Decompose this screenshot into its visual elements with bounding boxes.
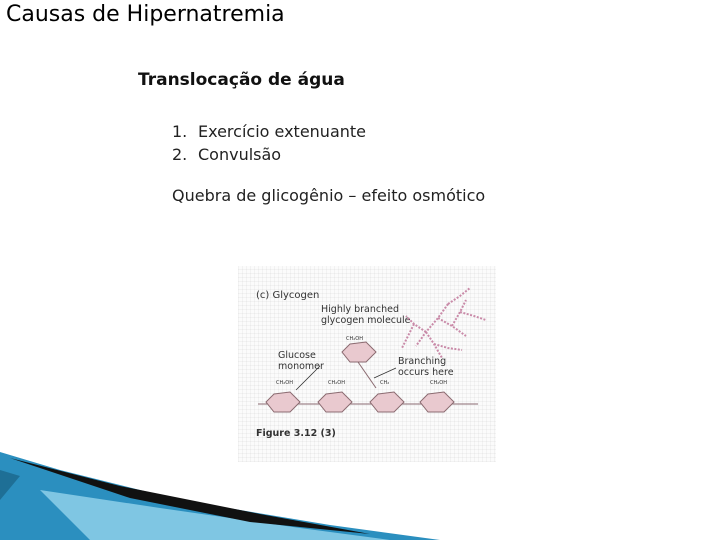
figure-label-glucose-2: monomer — [278, 361, 324, 372]
group-label: CH₂ — [380, 380, 390, 386]
note-text: Quebra de glicogênio – efeito osmótico — [172, 186, 486, 205]
slide-subtitle: Translocação de água — [138, 70, 345, 90]
figure-label-branching-2: occurs here — [398, 367, 454, 378]
group-label: CH₂OH — [276, 380, 293, 386]
figure-caption: Figure 3.12 (3) — [256, 428, 336, 439]
list-text: Exercício extenuante — [198, 122, 367, 141]
list-number: 2. — [172, 145, 188, 164]
group-label: CH₂OH — [346, 336, 363, 342]
figure-label-branched-1: Highly branched — [321, 304, 400, 315]
list-number: 1. — [172, 122, 188, 141]
figure-label-branched-2: glycogen molecule — [321, 315, 411, 326]
list-text: Convulsão — [198, 145, 282, 164]
group-label: CH₂OH — [430, 380, 447, 386]
slide-title: Causas de Hipernatremia — [6, 2, 285, 27]
group-label: CH₂OH — [328, 380, 345, 386]
figure-label-branching-1: Branching — [398, 356, 447, 367]
figure-panel-label: (c) Glycogen — [256, 290, 320, 301]
figure-label-glucose-1: Glucose — [278, 350, 316, 361]
